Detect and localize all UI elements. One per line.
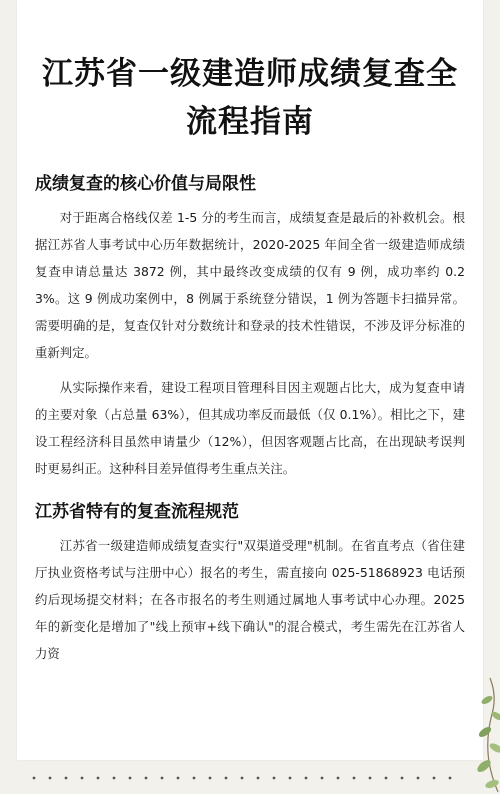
title-line-1: 江苏省一级建造师成绩复查全 [42, 56, 458, 92]
document-title [17, 0, 483, 146]
document-page [17, 0, 483, 760]
paragraph: 对于距离合格线仅差 1-5 分的考生而言，成绩复查是最后的补救机会。根据江苏省人事考试中心历年数据统计，2020-2025 年间全省一级建造师成绩复查申请总量达 3872 例，其中最终改变成绩的仅有 9 例，成功率约 0.23%。这 9 例成功案例中，8 例属于系统登分错误，1 例为答题卡扫描异常。需要明确的是，复查仅针对分数统计和登录的技术性错误，不涉及评分标准的重新判定。 [35, 210, 465, 360]
paragraph: 从实际操作来看，建设工程项目管理科目因主观题占比大，成为复查申请的主要对象（占总量 63%），但其成功率反而最低（仅 0.1%）。相比之下，建设工程经济科目虽然申请量少（12%），但因客观题占比高，在出现缺考误判时更易纠正。这种科目差异值得考生重点关注。 [35, 380, 465, 476]
title-line-2: 流程指南 [186, 104, 314, 140]
section-heading: 江苏省特有的复查流程规范 [35, 502, 239, 522]
dotted-divider [30, 772, 470, 784]
paragraph: 江苏省一级建造师成绩复查实行"双渠道受理"机制。在省直考点（省住建厅执业资格考试与注册中心）报名的考生，需直接向 025-51868923 电话预约后现场提交材料；在各市报名的考生则通过属地人事考试中心办理。2025 年的新变化是增加了"线上预审+线下确认"的混合模式，考生需先在江苏省人力资 [35, 538, 465, 661]
section-core-value [35, 172, 465, 482]
section-process-rules [35, 500, 465, 667]
section-heading: 成绩复查的核心价值与局限性 [35, 174, 256, 194]
leaf-decoration-icon [440, 674, 500, 794]
